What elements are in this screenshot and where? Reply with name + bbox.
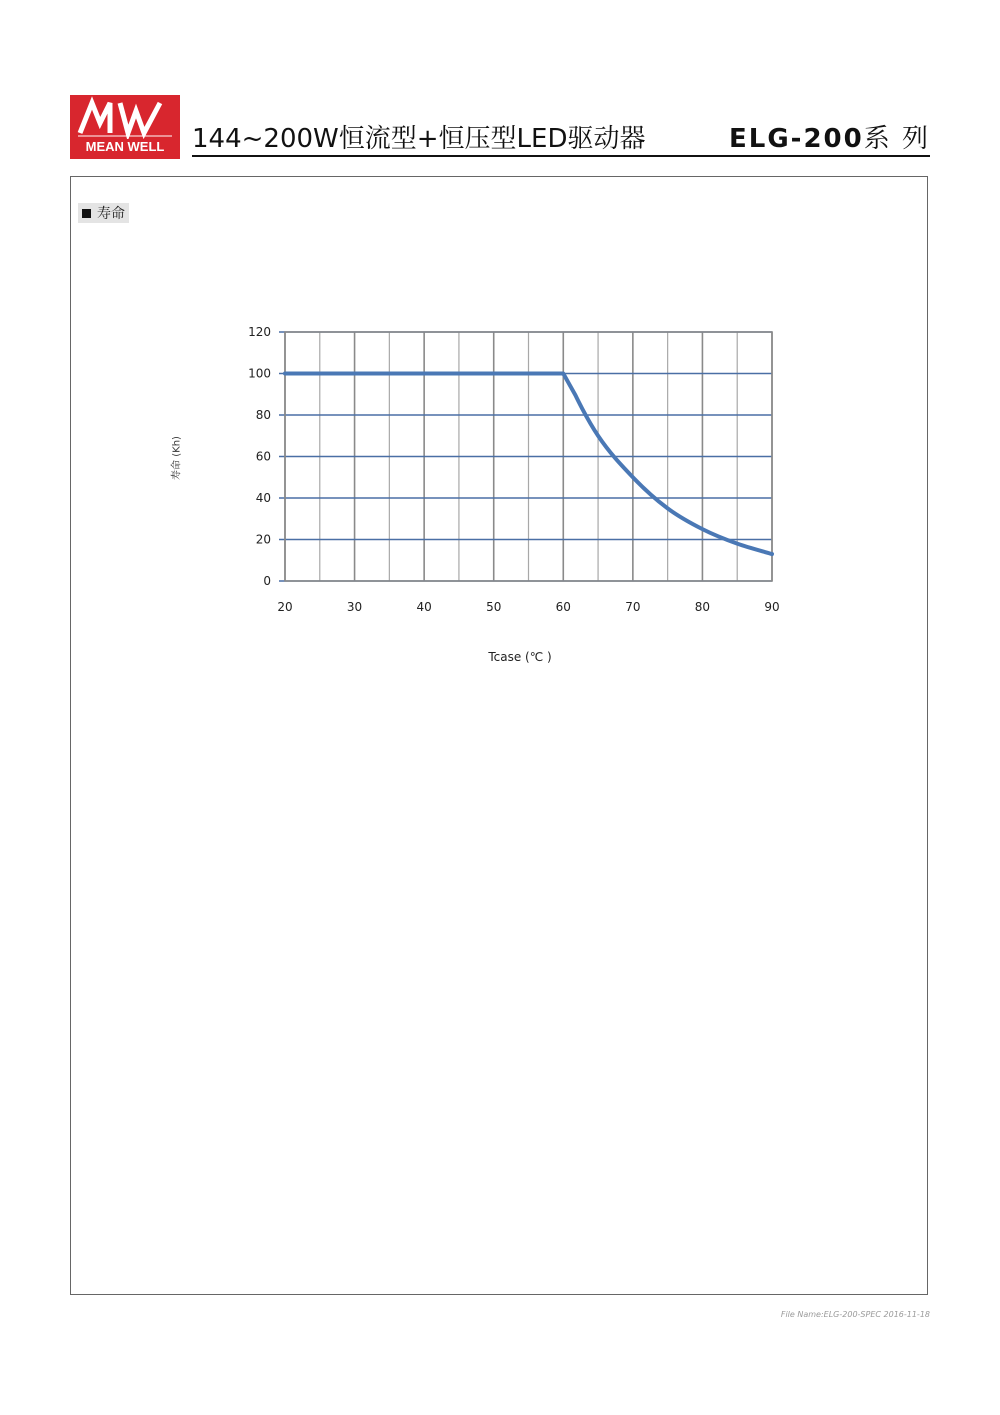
series-suffix: 系 列 [863,124,930,154]
y-tick-label: 0 [263,574,271,588]
y-tick-label: 100 [248,366,271,381]
title-rule [192,155,930,157]
x-tick-label: 20 [277,600,293,614]
x-tick-label: 80 [694,600,711,614]
mw-logo-mark [70,95,180,139]
x-tick-label: 50 [486,600,502,614]
x-tick-label: 40 [416,600,432,614]
x-tick-label: 60 [555,600,571,614]
square-bullet-icon [82,209,91,218]
y-axis-label: 寿命 (Kh) [171,436,183,480]
lifetime-chart [230,320,790,630]
mean-well-logo [70,95,180,159]
document-title: 144~200W恒流型+恒压型LED驱动器 [192,124,646,154]
series-label [729,118,930,155]
section-label: 寿命 [97,206,125,222]
footer-file-info: File Name:ELG-200-SPEC 2016-11-18 [780,1310,930,1319]
section-heading [78,203,129,223]
y-tick-label: 60 [255,449,271,464]
y-tick-label: 120 [248,325,271,339]
x-axis-label: Tcase (℃ ) [488,650,552,664]
y-tick-label: 20 [255,532,271,547]
y-tick-label: 80 [255,408,271,422]
y-tick-label: 40 [255,491,271,505]
x-tick-label: 70 [625,600,641,614]
series-model: ELG-200 [729,124,864,154]
logo-text: MEAN WELL [85,139,165,154]
x-tick-label: 90 [764,600,780,614]
x-tick-label: 30 [346,600,363,614]
